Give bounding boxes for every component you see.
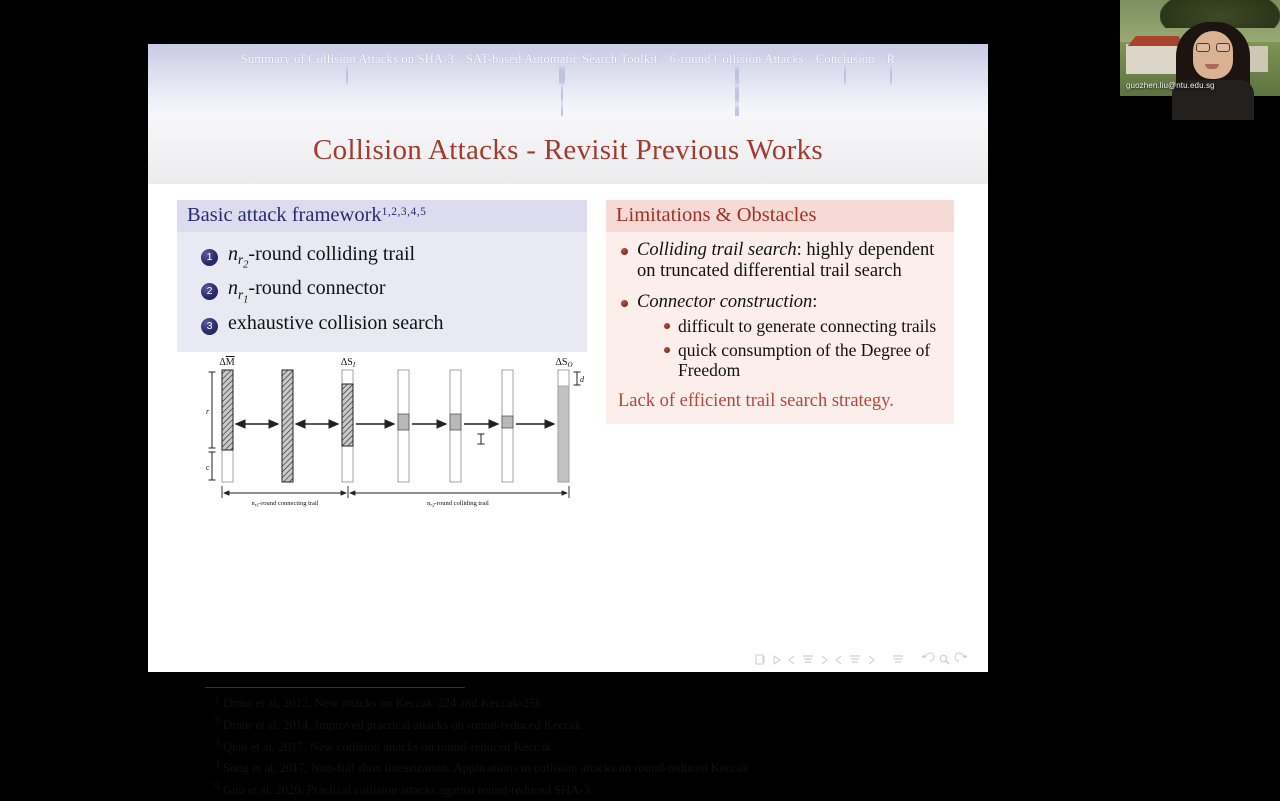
label-delta-m: ΔM [219,357,235,368]
limitation-term: Colliding trail search [637,239,797,260]
axis-label-c: c [206,463,210,472]
attack-framework-diagram [198,352,588,512]
slide-title-band [148,116,988,184]
footnote-item [205,714,965,735]
slide-body [148,184,988,798]
list-item [618,292,942,381]
search-icon[interactable] [939,654,950,665]
step-number-badge: 2 [201,283,218,300]
nav-dots [844,67,846,85]
basic-attack-framework-block [177,200,587,352]
label-delta-so: $\Delta S_O$ [555,357,573,369]
step-label: -round connector [248,277,386,300]
connector-sub-list [661,316,942,381]
symbol-n: n [228,277,238,300]
nav-section-label: R [886,52,896,66]
navigation-sections [148,52,988,123]
next-slide-icon[interactable] [849,654,861,665]
footnote-text: Qiao et al, 2017, New collision attacks on round-reduced Keccak [223,739,552,754]
list-item [618,240,942,284]
limitation-term: Connector construction [637,292,813,313]
footnote-list [205,692,965,801]
footnote-text: Dinur et al, 2014, Improved practical attacks on round-reduced Keccak [223,717,582,732]
footnote-text: Guo et al, 2020, Practical collision attacks against round-reduced SHA-3 [223,783,590,798]
nav-section-label: Conclusion [815,52,875,66]
step-number-badge: 3 [201,318,218,335]
nav-section-sat-toolkit[interactable] [466,52,658,123]
list-item [201,243,577,271]
block-content [606,232,954,425]
footnote-item [205,692,965,713]
step-text [228,243,415,271]
footnote-number: 5 [214,780,220,793]
presentation-slide [148,44,988,798]
step-label: exhaustive collision search [228,312,444,335]
diagram-svg [198,352,588,512]
footnote-number: 2 [214,714,220,727]
block-heading-superscript: 1,2,3,4,5 [381,206,427,219]
step-number-badge: 1 [201,249,218,266]
footnote-item [205,736,965,757]
glasses-icon [1196,43,1230,52]
nav-section-conclusion[interactable] [816,52,875,85]
list-item [201,312,577,335]
label-delta-si: $\Delta S_I$ [340,357,356,369]
nav-section-summary[interactable] [241,52,454,85]
step-label: -round colliding trail [248,242,416,265]
pdf-navigation-controls [755,654,968,665]
list-item: difficult to generate connecting trails [661,316,942,337]
block-heading-text: Basic attack framework [187,204,382,226]
presenter-webcam-overlay[interactable] [1120,0,1280,96]
nav-section-label: SAT-based Automatic Search Toolkit [465,52,658,66]
footnote-number: 4 [214,758,220,771]
nav-section-label: Summary of Collision Attacks on SHA-3 [240,52,454,66]
beamer-navigation-bar [148,44,988,116]
limitations-list [618,240,942,381]
caption-colliding-trail: $n_{r2}$-round colliding trail [427,500,489,509]
block-heading [177,200,587,232]
prev-frame-icon[interactable] [788,655,795,665]
limitation-detail: : highly dependent on truncated differential trail search [637,239,935,282]
limitation-detail: : [812,292,818,313]
axis-label-r: r [206,407,210,416]
footnote-text: Song et al, 2017, Non-full sbox linearization: Applications to collision attacks on round-reduced Keccak [223,761,749,776]
footnote-text: Dinur et al, 2012, New attacks on Keccak-224 and Keccak-256 [223,695,542,710]
forward-icon[interactable] [957,654,968,665]
first-page-icon[interactable] [755,654,766,665]
conclusion-text: Lack of efficient trail search strategy. [618,390,894,411]
limitations-obstacles-block [606,200,954,424]
block-heading: Limitations & Obstacles [606,200,954,232]
nav-section-references[interactable] [887,52,896,85]
step-text [228,277,386,305]
axis-label-d: d [580,375,584,384]
play-forward-icon[interactable] [773,655,781,665]
footnote-item [205,757,965,778]
nav-dots [559,67,565,123]
nav-dots [346,67,348,85]
presenter-email-label: guozhen.liu@ntu.edu.sg [1126,81,1215,90]
nav-section-six-round[interactable] [670,52,804,123]
framework-step-list [187,243,577,336]
footnote-item [205,779,965,800]
presenter-figure [1176,22,1250,102]
nav-dots [735,67,739,123]
list-item [201,277,577,305]
presenter-face [1193,31,1233,79]
caption-connecting-trail: $n_{r1}$-round connecting trail [251,500,319,509]
next-frame-icon[interactable] [821,655,828,665]
nav-dots [890,67,892,85]
back-icon[interactable] [921,654,932,665]
footnote-divider [205,687,465,688]
symbol-n: n [228,242,238,265]
symbol-subscript: r1 [238,286,249,306]
prev-slide-icon[interactable] [802,654,814,665]
list-item: quick consumption of the Degree of Freedom [661,340,942,381]
last-slide-icon[interactable] [892,654,904,665]
next-section-icon[interactable] [868,655,875,665]
symbol-subscript: r2 [238,251,249,271]
nav-section-label: 6-round Collision Attacks [669,52,804,66]
page-title: Collision Attacks - Revisit Previous Works [313,133,823,166]
prev-section-icon[interactable] [835,655,842,665]
footnote-number: 3 [214,736,220,749]
footnote-number: 1 [214,693,220,705]
block-content [177,232,587,353]
